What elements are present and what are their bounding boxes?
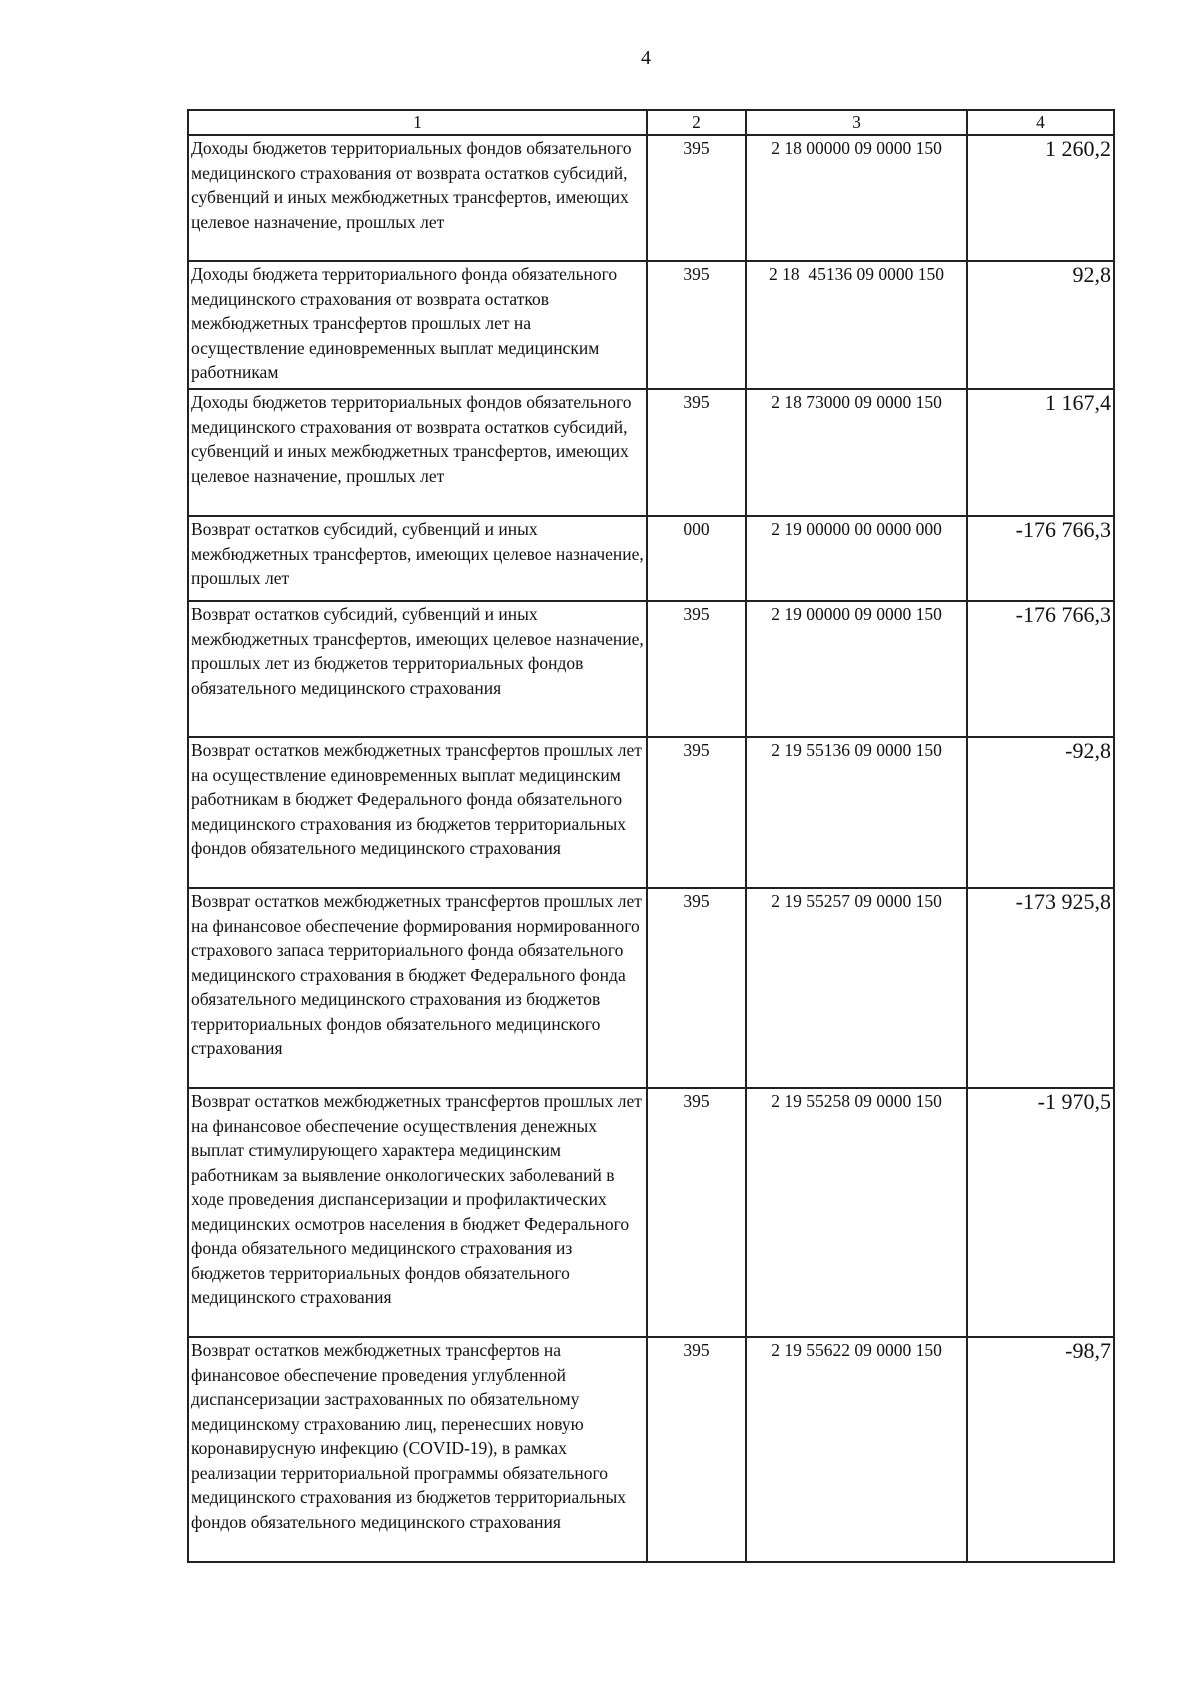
page-number: 4 <box>641 47 651 69</box>
row-description: Доходы бюджетов территориальных фондов обязательного медицинского страхования от возврата остатков субсидий, субвенций и иных межбюджетных трансфертов, имеющих целевое назначение, прошлых лет <box>188 135 647 261</box>
row-admin-code: 395 <box>647 737 746 888</box>
row-admin-code: 395 <box>647 888 746 1088</box>
row-classification-code: 2 19 55257 09 0000 150 <box>746 888 967 1088</box>
table-header-row <box>188 110 1114 135</box>
table-row <box>188 737 1114 888</box>
row-classification-code: 2 18 73000 09 0000 150 <box>746 389 967 516</box>
column-header-4: 4 <box>967 110 1114 135</box>
row-admin-code: 395 <box>647 1088 746 1337</box>
table-row <box>188 601 1114 737</box>
row-amount: -173 925,8 <box>967 888 1114 1088</box>
table-row <box>188 1337 1114 1562</box>
row-classification-code: 2 19 55622 09 0000 150 <box>746 1337 967 1562</box>
row-admin-code: 000 <box>647 516 746 601</box>
row-amount: -92,8 <box>967 737 1114 888</box>
row-description: Возврат остатков субсидий, субвенций и иных межбюджетных трансфертов, имеющих целевое назначение, прошлых лет <box>188 516 647 601</box>
row-amount: 1 260,2 <box>967 135 1114 261</box>
table-row <box>188 888 1114 1088</box>
row-amount: 1 167,4 <box>967 389 1114 516</box>
row-description: Доходы бюджета территориального фонда обязательного медицинского страхования от возврата остатков межбюджетных трансфертов прошлых лет на осуществление единовременных выплат медицинским работникам <box>188 261 647 389</box>
column-header-2: 2 <box>647 110 746 135</box>
table-row <box>188 516 1114 601</box>
column-header-3: 3 <box>746 110 967 135</box>
row-classification-code: 2 19 00000 09 0000 150 <box>746 601 967 737</box>
table-row <box>188 389 1114 516</box>
row-admin-code: 395 <box>647 1337 746 1562</box>
row-amount: -176 766,3 <box>967 601 1114 737</box>
table-row <box>188 135 1114 261</box>
row-classification-code: 2 18 45136 09 0000 150 <box>746 261 967 389</box>
row-classification-code: 2 19 55136 09 0000 150 <box>746 737 967 888</box>
row-amount: -98,7 <box>967 1337 1114 1562</box>
row-description: Возврат остатков субсидий, субвенций и иных межбюджетных трансфертов, имеющих целевое назначение, прошлых лет из бюджетов территориальных фондов обязательного медицинского страхования <box>188 601 647 737</box>
row-description: Возврат остатков межбюджетных трансфертов прошлых лет на финансовое обеспечение осуществления денежных выплат стимулирующего характера медицинским работникам за выявление онкологических заболеваний в ходе проведения диспансеризации и профилактических медицинских осмотров населения в бюджет Федерального фонда обязательного медицинского страхования из бюджетов территориальных фондов обязательного медицинского страхования <box>188 1088 647 1337</box>
row-admin-code: 395 <box>647 601 746 737</box>
row-classification-code: 2 19 00000 00 0000 000 <box>746 516 967 601</box>
row-admin-code: 395 <box>647 261 746 389</box>
row-amount: -176 766,3 <box>967 516 1114 601</box>
table-row <box>188 261 1114 389</box>
column-header-1: 1 <box>188 110 647 135</box>
row-amount: 92,8 <box>967 261 1114 389</box>
row-classification-code: 2 18 00000 09 0000 150 <box>746 135 967 261</box>
row-description: Возврат остатков межбюджетных трансфертов прошлых лет на осуществление единовременных выплат медицинским работникам в бюджет Федерального фонда обязательного медицинского страхования из бюджетов территориальных фондов обязательного медицинского страхования <box>188 737 647 888</box>
row-description: Возврат остатков межбюджетных трансфертов на финансовое обеспечение проведения углубленной диспансеризации застрахованных по обязательному медицинскому страхованию лиц, перенесших новую коронавирусную инфекцию (COVID-19), в рамках реализации территориальной программы обязательного медицинского страхования из бюджетов территориальных фондов обязательного медицинского страхования <box>188 1337 647 1562</box>
row-admin-code: 395 <box>647 135 746 261</box>
row-admin-code: 395 <box>647 389 746 516</box>
row-description: Доходы бюджетов территориальных фондов обязательного медицинского страхования от возврата остатков субсидий, субвенций и иных межбюджетных трансфертов, имеющих целевое назначение, прошлых лет <box>188 389 647 516</box>
row-description: Возврат остатков межбюджетных трансфертов прошлых лет на финансовое обеспечение формирования нормированного страхового запаса территориального фонда обязательного медицинского страхования в бюджет Федерального фонда обязательного медицинского страхования из бюджетов территориальных фондов обязательного медицинского страхования <box>188 888 647 1088</box>
row-amount: -1 970,5 <box>967 1088 1114 1337</box>
table-row <box>188 1088 1114 1337</box>
row-classification-code: 2 19 55258 09 0000 150 <box>746 1088 967 1337</box>
budget-revenue-table <box>187 109 1115 1563</box>
